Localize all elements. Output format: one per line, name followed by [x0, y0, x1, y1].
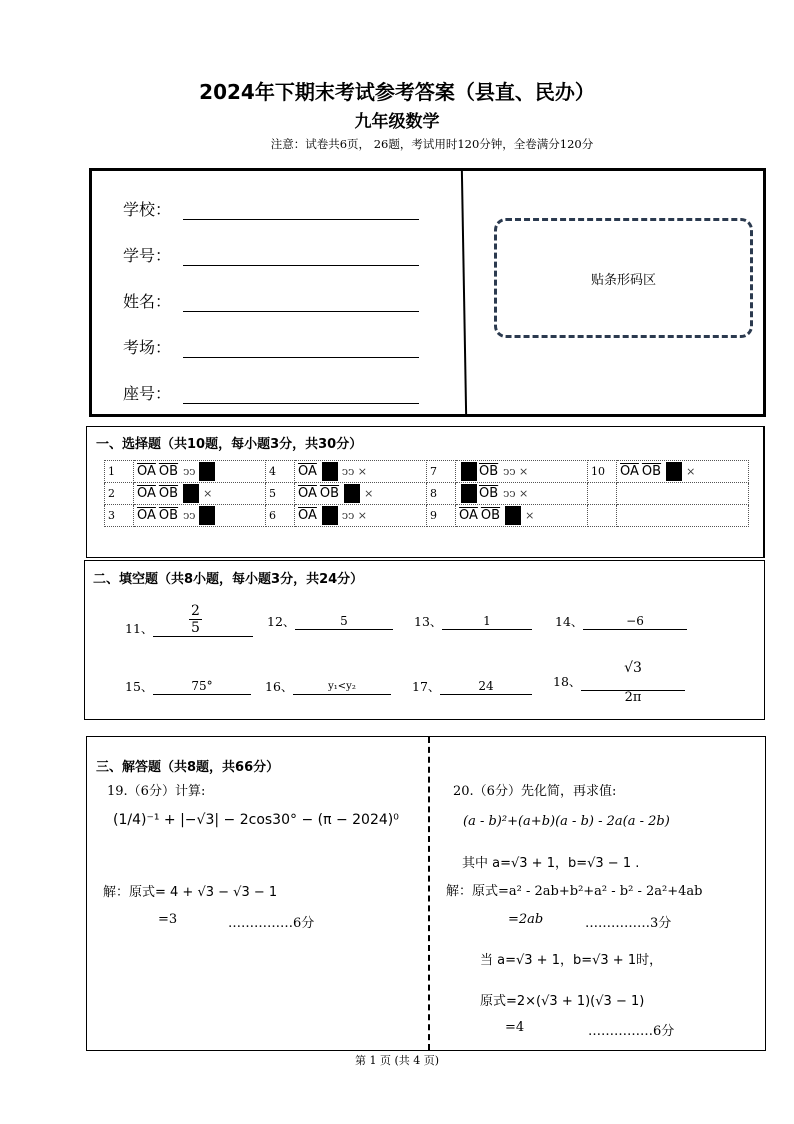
- q20-substitution: 当 a=√3 + 1，b=√3 + 1时，: [480, 953, 663, 968]
- q19-solution-line1: 解：原式= 4 + √3 − √3 − 1: [103, 885, 278, 900]
- q19-score: ……………6分: [228, 916, 315, 931]
- student-id-field[interactable]: 学号：: [123, 243, 419, 266]
- q20-solution-line1: 解：原式=a² - 2ab+b²+a² - b² - 2a²+4ab: [446, 884, 703, 899]
- barcode-area: 贴条形码区: [494, 218, 753, 338]
- q20-score2: ……………6分: [588, 1024, 675, 1039]
- section-choice-heading: 一、选择题（共10题，每小题3分，共30分）: [96, 437, 363, 452]
- answer-18: 18、 √3: [553, 660, 642, 689]
- name-field[interactable]: 姓名：: [123, 289, 419, 312]
- q20-score1: ……………3分: [585, 916, 672, 931]
- filled-bubble-b: [322, 462, 338, 481]
- answer-16: 16、 y₁<y₂: [265, 677, 391, 695]
- answer-15: 15、 75°: [125, 677, 251, 695]
- filled-bubble-a: [461, 484, 477, 503]
- filled-bubble-c: [666, 462, 682, 481]
- q19-solution-line2: =3: [158, 912, 178, 927]
- filled-bubble-c: [183, 484, 199, 503]
- q20-result: =4: [505, 1020, 525, 1035]
- q19-expression: (1/4)⁻¹ + |−√3| − 2cos30° − (π − 2024)⁰: [113, 812, 399, 828]
- q20-given: 其中 a=√3 + 1，b=√3 − 1 .: [462, 856, 640, 871]
- filled-bubble-c: [344, 484, 360, 503]
- filled-bubble-c: [505, 506, 521, 525]
- q19-label: 19.（6分）计算:: [107, 784, 206, 799]
- choice-answer-table: 1 $\overline{OA}$ $\overline{OB}$ ↄↄ 4 $\overline{OA}$ ↄↄ ⨯ 7 $\overline{OB}$ ↄↄ ⨯ 10 $\overline{OA}$ $\overline{OB}$ ⨯ 2 $\overline{OA}$ $\overline{OB}$ ⨯ 5 $\overline{OA}$ $\overline{OB}$ ⨯ 8 $\overline{OB}$ ↄↄ ⨯ 3 $\overline{OA}$ $\overline{OB}$ ↄↄ 6 $\overline{OA}$ ↄↄ ⨯ 9 $\overline{OA}$ $\overline{OB}$ ⨯: [104, 460, 749, 527]
- q20-calculation: 原式=2×(√3 + 1)(√3 − 1): [480, 994, 645, 1009]
- filled-bubble-d: [199, 506, 215, 525]
- section-fill-heading: 二、填空题（共8小题，每小题3分，共24分）: [93, 572, 364, 587]
- answer-14: 14、 −6: [555, 612, 687, 630]
- answer-17: 17、 24: [412, 677, 532, 695]
- filled-bubble-b: [322, 506, 338, 525]
- q20-solution-line2: =2ab: [508, 912, 544, 927]
- q20-expression: (a - b)²+(a+b)(a - b) - 2a(a - 2b): [463, 814, 670, 829]
- filled-bubble-a: [461, 462, 477, 481]
- exam-note: 注意：试卷共6页， 26题，考试用时120分钟，全卷满分120分: [270, 137, 594, 151]
- page-subtitle: 九年级数学: [354, 112, 440, 132]
- page-title: 2024年下期末考试参考答案（县直、民办）: [199, 80, 595, 104]
- page-footer: 第 1 页 (共 4 页): [354, 1054, 440, 1067]
- section-solve-divider: [428, 737, 430, 1050]
- filled-bubble-d: [199, 462, 215, 481]
- exam-room-field[interactable]: 考场：: [123, 335, 419, 358]
- section-solve-heading: 三、解答题（共8题，共66分）: [96, 760, 280, 775]
- seat-field[interactable]: 座号：: [123, 381, 419, 404]
- answer-18-denominator: 2π: [624, 690, 642, 705]
- q20-label: 20.（6分）先化简，再求值:: [453, 784, 617, 799]
- school-field[interactable]: 学校：: [123, 197, 419, 220]
- answer-12: 12、 5: [267, 612, 393, 630]
- answer-13: 13、 1: [414, 612, 532, 630]
- answer-11: 11、 $\frac{2}{5}$: [125, 603, 253, 637]
